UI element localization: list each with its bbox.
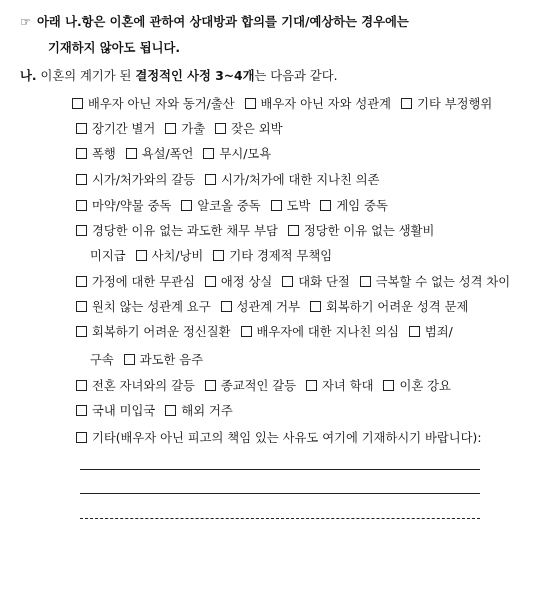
checkbox-option[interactable] xyxy=(288,221,435,241)
checkbox-icon[interactable] xyxy=(76,276,87,287)
checkbox-row xyxy=(76,350,213,370)
checkbox-icon[interactable] xyxy=(383,380,394,391)
checkbox-icon[interactable] xyxy=(205,174,216,185)
checkbox-option[interactable] xyxy=(215,119,282,139)
checkbox-label: 배우자 아닌 자와 성관계 xyxy=(260,97,392,111)
checkbox-row xyxy=(76,401,243,421)
checkbox-option[interactable] xyxy=(205,272,272,292)
checkbox-icon[interactable] xyxy=(76,405,87,416)
checkbox-option[interactable] xyxy=(320,196,387,216)
checkbox-icon[interactable] xyxy=(76,301,87,312)
checkbox-option[interactable] xyxy=(124,350,203,370)
checkbox-option[interactable] xyxy=(76,322,231,342)
checkbox-row xyxy=(76,246,342,266)
checkbox-icon[interactable] xyxy=(76,380,87,391)
checkbox-icon[interactable] xyxy=(288,225,299,236)
checkbox-option[interactable] xyxy=(76,272,195,292)
checkbox-icon[interactable] xyxy=(165,405,176,416)
checkbox-label: 해외 거주 xyxy=(181,404,233,418)
checkbox-option[interactable] xyxy=(245,94,392,114)
checkbox-label: 정당한 이유 없는 생활비 xyxy=(303,224,435,238)
checkbox-option[interactable] xyxy=(72,94,235,114)
checkbox-icon[interactable] xyxy=(205,276,216,287)
checkbox-option[interactable] xyxy=(401,94,492,114)
checkbox-label: 시가/처가와의 갈등 xyxy=(92,173,196,187)
checkbox-label: 도박 xyxy=(286,199,311,213)
checkbox-icon[interactable] xyxy=(76,225,87,236)
checkbox-option[interactable] xyxy=(76,428,482,448)
checkbox-icon[interactable] xyxy=(409,326,420,337)
checkbox-row xyxy=(76,428,492,448)
instruction-note xyxy=(20,12,409,32)
checkbox-icon[interactable] xyxy=(401,98,412,109)
checkbox-label: 폭행 xyxy=(92,147,116,161)
checkbox-label: 이혼 강요 xyxy=(399,379,451,393)
checkbox-label: 욕설/폭언 xyxy=(141,147,194,161)
checkbox-option[interactable] xyxy=(409,322,453,342)
checkbox-icon[interactable] xyxy=(203,148,214,159)
checkbox-icon[interactable] xyxy=(310,301,321,312)
checkbox-label: 경당한 이유 없는 과도한 채무 부담 xyxy=(92,224,278,238)
checkbox-option[interactable] xyxy=(76,144,116,164)
checkbox-label: 게임 중독 xyxy=(336,199,388,213)
checkbox-label: 과도한 음주 xyxy=(139,353,204,367)
checkbox-label: 가정에 대한 무관심 xyxy=(92,275,195,289)
section-heading xyxy=(20,66,338,86)
checkbox-label: 성관계 거부 xyxy=(236,300,300,314)
continuation-text: 미지급 xyxy=(90,249,126,263)
answer-line-1[interactable] xyxy=(80,469,480,470)
checkbox-row xyxy=(76,272,520,292)
checkbox-icon[interactable] xyxy=(205,380,216,391)
checkbox-icon[interactable] xyxy=(181,200,192,211)
checkbox-label: 무시/모욕 xyxy=(219,147,272,161)
checkbox-icon[interactable] xyxy=(241,326,252,337)
checkbox-option[interactable] xyxy=(76,119,155,139)
checkbox-row xyxy=(76,170,390,190)
checkbox-option[interactable] xyxy=(383,376,450,396)
checkbox-icon[interactable] xyxy=(126,148,137,159)
section-number: 나. xyxy=(20,69,37,83)
answer-line-2[interactable] xyxy=(80,493,480,494)
checkbox-label: 자녀 학대 xyxy=(322,379,374,393)
checkbox-label: 회복하기 어려운 정신질환 xyxy=(92,325,231,339)
checkbox-icon[interactable] xyxy=(245,98,256,109)
checkbox-option[interactable] xyxy=(136,246,204,266)
heading-bold-text: 결정적인 사정 3~4개 xyxy=(135,69,255,83)
checkbox-label: 배우자에 대한 지나친 의심 xyxy=(256,325,399,339)
checkbox-icon[interactable] xyxy=(76,432,87,443)
checkbox-label: 시가/처가에 대한 지나친 의존 xyxy=(221,173,380,187)
checkbox-option[interactable] xyxy=(165,401,232,421)
checkbox-icon[interactable] xyxy=(76,174,87,185)
checkbox-icon[interactable] xyxy=(282,276,293,287)
checkbox-row xyxy=(76,196,398,216)
checkbox-label: 원치 않는 성관계 요구 xyxy=(92,300,211,314)
checkbox-row xyxy=(76,119,293,139)
checkbox-option[interactable] xyxy=(203,144,271,164)
checkbox-label: 종교적인 갈등 xyxy=(220,379,297,393)
checkbox-label: 기타 경제적 무책임 xyxy=(229,249,333,263)
checkbox-option[interactable] xyxy=(126,144,194,164)
checkbox-row xyxy=(76,376,461,396)
checkbox-option[interactable] xyxy=(181,196,260,216)
instruction-line-2: 기재하지 않아도 됩니다. xyxy=(48,41,181,55)
checkbox-label: 애정 상실 xyxy=(220,275,273,289)
checkbox-row xyxy=(76,322,463,342)
checkbox-label: 알코올 중독 xyxy=(197,199,261,213)
checkbox-icon[interactable] xyxy=(360,276,371,287)
checkbox-label: 기타(배우자 아닌 피고의 책임 있는 사유도 여기에 기재하시기 바랍니다): xyxy=(92,431,482,445)
checkbox-row xyxy=(76,221,444,241)
checkbox-option[interactable] xyxy=(76,221,278,241)
checkbox-label: 장기간 별거 xyxy=(92,122,156,136)
checkbox-label: 사치/낭비 xyxy=(151,249,204,263)
checkbox-icon[interactable] xyxy=(306,380,317,391)
checkbox-icon[interactable] xyxy=(76,326,87,337)
checkbox-label: 회복하기 어려운 성격 문제 xyxy=(325,300,469,314)
heading-text-before: 이혼의 계기가 된 xyxy=(36,69,136,83)
checkbox-option[interactable] xyxy=(76,401,155,421)
checkbox-option[interactable] xyxy=(76,376,195,396)
instruction-line-1: 아래 나.항은 이혼에 관하여 상대방과 합의를 기대/예상하는 경우에는 xyxy=(37,15,409,29)
checkbox-icon[interactable] xyxy=(124,354,135,365)
checkbox-row xyxy=(76,144,281,164)
checkbox-option[interactable] xyxy=(213,246,332,266)
checkbox-option[interactable] xyxy=(310,297,468,317)
checkbox-option[interactable] xyxy=(205,376,296,396)
answer-line-3[interactable] xyxy=(80,518,480,519)
checkbox-icon[interactable] xyxy=(76,123,87,134)
checkbox-option[interactable] xyxy=(282,272,349,292)
checkbox-option[interactable] xyxy=(76,297,211,317)
checkbox-label: 배우자 아닌 자와 동거/출산 xyxy=(88,97,235,111)
pointing-hand-icon: ☞ xyxy=(20,15,32,29)
checkbox-row xyxy=(72,94,502,114)
checkbox-row xyxy=(76,297,478,317)
checkbox-icon[interactable] xyxy=(76,200,87,211)
checkbox-label: 전혼 자녀와의 갈등 xyxy=(92,379,195,393)
checkbox-label: 마약/약물 중독 xyxy=(92,199,172,213)
checkbox-icon[interactable] xyxy=(136,250,147,261)
checkbox-icon[interactable] xyxy=(213,250,224,261)
checkbox-icon[interactable] xyxy=(76,148,87,159)
checkbox-label: 국내 미입국 xyxy=(92,404,156,418)
checkbox-option[interactable] xyxy=(271,196,311,216)
checkbox-option[interactable] xyxy=(241,322,399,342)
checkbox-label: 잦은 외박 xyxy=(231,122,283,136)
checkbox-option[interactable] xyxy=(76,196,171,216)
checkbox-option[interactable] xyxy=(165,119,205,139)
checkbox-option[interactable] xyxy=(306,376,373,396)
checkbox-label: 기타 부정행위 xyxy=(417,97,493,111)
checkbox-icon[interactable] xyxy=(221,301,232,312)
continuation-text: 구속 xyxy=(90,353,114,367)
checkbox-icon[interactable] xyxy=(271,200,282,211)
checkbox-option[interactable] xyxy=(221,297,300,317)
checkbox-label: 대화 단절 xyxy=(298,275,350,289)
checkbox-icon[interactable] xyxy=(320,200,331,211)
heading-text-after: 는 다음과 같다. xyxy=(254,69,338,83)
checkbox-icon[interactable] xyxy=(215,123,226,134)
checkbox-label: 가출 xyxy=(181,122,206,136)
checkbox-label: 범죄/ xyxy=(424,325,453,339)
checkbox-icon[interactable] xyxy=(72,98,83,109)
checkbox-option[interactable] xyxy=(360,272,510,292)
checkbox-option[interactable] xyxy=(205,170,379,190)
checkbox-icon[interactable] xyxy=(165,123,176,134)
checkbox-label: 극복할 수 없는 성격 차이 xyxy=(375,275,511,289)
checkbox-option[interactable] xyxy=(76,170,195,190)
